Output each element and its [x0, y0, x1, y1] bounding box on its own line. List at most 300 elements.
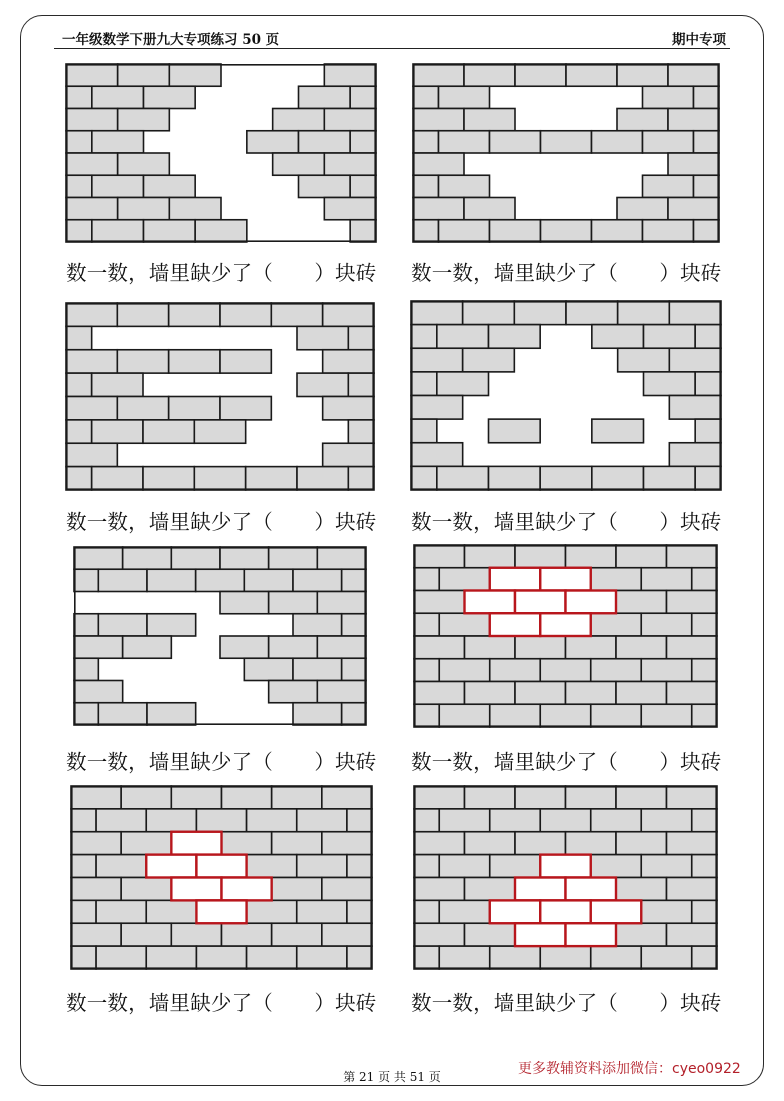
brick — [144, 220, 196, 242]
highlighted-brick — [465, 591, 516, 614]
brick — [414, 545, 465, 568]
brick — [644, 372, 696, 396]
brick — [66, 175, 92, 197]
brick — [692, 613, 717, 636]
brick — [414, 878, 465, 901]
brick — [144, 86, 196, 108]
brick — [591, 946, 642, 969]
brick — [66, 420, 92, 443]
brick — [439, 946, 490, 969]
brick — [669, 301, 721, 325]
brick — [591, 855, 642, 878]
brick — [350, 86, 376, 108]
brick — [297, 467, 348, 490]
brick — [196, 569, 245, 591]
highlighted-brick — [515, 591, 566, 614]
brick — [411, 372, 437, 396]
brick — [117, 303, 168, 326]
brick — [220, 397, 271, 420]
brick — [437, 372, 489, 396]
brick — [121, 832, 171, 855]
brick — [541, 220, 592, 242]
brick — [490, 809, 541, 832]
brick — [220, 350, 271, 373]
brick — [490, 659, 541, 682]
brick — [643, 86, 694, 108]
brick — [644, 325, 696, 349]
brick — [342, 614, 366, 636]
brick — [437, 466, 489, 490]
brick — [413, 175, 439, 197]
highlighted-brick — [171, 878, 221, 901]
brick — [618, 348, 670, 372]
brick — [195, 220, 247, 242]
brick — [616, 923, 667, 946]
brick — [694, 86, 720, 108]
brick — [317, 681, 366, 703]
brick — [566, 682, 617, 705]
brick — [411, 301, 463, 325]
brick — [66, 64, 118, 86]
brick — [692, 659, 717, 682]
brick-wall-6 — [414, 545, 717, 727]
question-4: 数一数，墙里缺少了（ ）块砖 — [411, 510, 722, 534]
brick — [566, 832, 617, 855]
brick — [293, 614, 342, 636]
brick — [617, 64, 668, 86]
brick — [540, 809, 591, 832]
highlighted-brick — [196, 900, 246, 923]
header-rule — [54, 48, 730, 49]
brick — [668, 109, 719, 131]
brick — [348, 467, 374, 490]
brick — [293, 569, 342, 591]
highlighted-brick — [566, 878, 617, 901]
brick — [592, 419, 644, 443]
brick — [667, 923, 718, 946]
brick — [66, 303, 117, 326]
brick — [515, 832, 566, 855]
brick — [692, 704, 717, 727]
brick — [271, 303, 322, 326]
brick — [667, 832, 718, 855]
brick — [323, 303, 374, 326]
brick — [439, 900, 490, 923]
brick — [118, 198, 170, 220]
brick — [299, 86, 351, 108]
brick — [667, 636, 718, 659]
brick — [66, 131, 92, 153]
brick — [244, 569, 293, 591]
brick — [439, 86, 490, 108]
brick — [350, 131, 376, 153]
brick — [74, 658, 98, 680]
brick — [169, 303, 220, 326]
brick — [414, 659, 439, 682]
brick — [347, 809, 372, 832]
brick — [324, 64, 376, 86]
brick — [566, 301, 618, 325]
highlighted-brick — [222, 878, 272, 901]
brick — [413, 220, 439, 242]
brick — [118, 109, 170, 131]
brick — [592, 325, 644, 349]
question-2: 数一数，墙里缺少了（ ）块砖 — [411, 261, 722, 285]
brick — [297, 326, 348, 349]
brick — [342, 658, 366, 680]
brick — [641, 900, 692, 923]
brick — [641, 809, 692, 832]
brick — [439, 659, 490, 682]
brick — [297, 900, 347, 923]
brick — [592, 220, 643, 242]
brick — [74, 547, 123, 569]
brick — [439, 175, 490, 197]
question-6: 数一数，墙里缺少了（ ）块砖 — [411, 750, 722, 774]
brick — [98, 703, 147, 725]
highlighted-brick — [515, 878, 566, 901]
brick — [414, 591, 465, 614]
brick — [324, 153, 376, 175]
highlighted-brick — [540, 568, 591, 591]
brick — [566, 545, 617, 568]
brick — [694, 175, 720, 197]
brick — [541, 131, 592, 153]
brick — [591, 613, 642, 636]
brick — [465, 832, 516, 855]
question-8: 数一数，墙里缺少了（ ）块砖 — [411, 991, 722, 1015]
brick — [196, 946, 246, 969]
brick — [463, 348, 515, 372]
brick — [74, 636, 123, 658]
brick — [121, 878, 171, 901]
brick — [117, 350, 168, 373]
brick-wall-1 — [66, 64, 376, 242]
brick — [324, 198, 376, 220]
highlighted-brick — [196, 855, 246, 878]
brick — [592, 131, 643, 153]
brick — [439, 704, 490, 727]
brick — [96, 855, 146, 878]
brick — [439, 855, 490, 878]
brick — [66, 220, 92, 242]
brick — [297, 373, 348, 396]
brick — [71, 855, 96, 878]
brick — [465, 682, 516, 705]
brick — [667, 682, 718, 705]
brick — [668, 64, 719, 86]
brick — [272, 786, 322, 809]
brick — [96, 900, 146, 923]
highlighted-brick — [515, 923, 566, 946]
brick — [317, 592, 366, 614]
brick — [489, 419, 541, 443]
brick-wall-3 — [66, 303, 374, 490]
brick — [322, 878, 372, 901]
brick — [414, 682, 465, 705]
brick-wall-7 — [71, 786, 372, 969]
brick — [668, 153, 719, 175]
highlighted-brick — [490, 900, 541, 923]
brick — [641, 704, 692, 727]
brick — [144, 175, 196, 197]
brick — [414, 832, 465, 855]
brick — [171, 923, 221, 946]
brick — [643, 175, 694, 197]
brick — [695, 419, 721, 443]
brick — [121, 786, 171, 809]
brick — [641, 946, 692, 969]
brick — [272, 878, 322, 901]
brick — [694, 131, 720, 153]
brick — [71, 809, 96, 832]
brick — [299, 131, 351, 153]
brick — [220, 636, 269, 658]
brick — [143, 467, 194, 490]
brick — [591, 704, 642, 727]
brick — [411, 466, 437, 490]
brick — [669, 396, 721, 420]
brick — [146, 946, 196, 969]
brick — [413, 64, 464, 86]
watermark: 更多教辅资料添加微信：cyeo0922 — [518, 1061, 741, 1077]
brick — [147, 614, 196, 636]
brick — [515, 545, 566, 568]
brick — [616, 878, 667, 901]
brick — [92, 420, 143, 443]
brick — [616, 682, 667, 705]
brick — [317, 547, 366, 569]
brick — [220, 592, 269, 614]
brick — [414, 923, 465, 946]
brick — [616, 786, 667, 809]
question-3: 数一数，墙里缺少了（ ）块砖 — [66, 510, 377, 534]
brick — [247, 900, 297, 923]
brick — [350, 220, 376, 242]
brick — [269, 547, 318, 569]
highlighted-brick — [540, 613, 591, 636]
header-title: 一年级数学下册九大专项练习 50 页 — [62, 32, 280, 48]
brick — [244, 658, 293, 680]
brick — [123, 547, 172, 569]
brick-wall-2 — [413, 64, 719, 242]
brick — [92, 131, 144, 153]
brick — [413, 109, 464, 131]
brick — [464, 198, 515, 220]
brick — [66, 467, 92, 490]
brick — [66, 350, 117, 373]
brick — [566, 786, 617, 809]
brick — [414, 900, 439, 923]
brick — [71, 946, 96, 969]
brick — [414, 613, 439, 636]
highlighted-brick — [490, 568, 541, 591]
brick — [342, 569, 366, 591]
brick — [297, 855, 347, 878]
brick — [92, 467, 143, 490]
brick — [247, 855, 297, 878]
brick — [616, 591, 667, 614]
brick — [617, 109, 668, 131]
brick — [118, 153, 170, 175]
brick — [322, 832, 372, 855]
brick — [669, 348, 721, 372]
brick — [293, 658, 342, 680]
brick — [411, 419, 437, 443]
brick — [269, 681, 318, 703]
highlighted-brick — [540, 900, 591, 923]
brick — [66, 326, 92, 349]
brick — [347, 946, 372, 969]
brick — [695, 372, 721, 396]
brick — [147, 569, 196, 591]
brick — [616, 636, 667, 659]
brick — [269, 636, 318, 658]
brick — [411, 325, 437, 349]
highlighted-brick — [540, 855, 591, 878]
highlighted-brick — [591, 900, 642, 923]
brick — [71, 923, 121, 946]
brick — [465, 786, 516, 809]
brick — [667, 591, 718, 614]
brick — [348, 326, 374, 349]
brick — [411, 396, 463, 420]
highlighted-brick — [171, 832, 221, 855]
brick — [439, 220, 490, 242]
brick — [413, 131, 439, 153]
brick — [413, 86, 439, 108]
brick — [247, 946, 297, 969]
brick — [566, 636, 617, 659]
brick — [566, 64, 617, 86]
brick — [465, 878, 516, 901]
brick — [247, 809, 297, 832]
brick — [348, 420, 374, 443]
brick — [74, 614, 98, 636]
brick — [641, 855, 692, 878]
brick — [269, 592, 318, 614]
brick — [118, 64, 170, 86]
brick — [322, 786, 372, 809]
brick — [692, 809, 717, 832]
brick — [591, 568, 642, 591]
brick — [414, 786, 465, 809]
brick — [121, 923, 171, 946]
brick — [71, 878, 121, 901]
brick — [347, 855, 372, 878]
question-5: 数一数，墙里缺少了（ ）块砖 — [66, 750, 377, 774]
brick — [411, 443, 463, 467]
brick — [169, 397, 220, 420]
brick — [143, 420, 194, 443]
brick — [66, 373, 92, 396]
brick — [465, 636, 516, 659]
brick — [463, 301, 515, 325]
brick — [194, 467, 245, 490]
brick — [591, 659, 642, 682]
brick — [293, 703, 342, 725]
brick — [323, 443, 374, 466]
brick — [540, 466, 592, 490]
brick — [171, 547, 220, 569]
brick — [66, 443, 117, 466]
brick — [617, 198, 668, 220]
brick — [515, 682, 566, 705]
brick — [66, 153, 118, 175]
brick — [692, 900, 717, 923]
brick — [692, 855, 717, 878]
brick — [644, 466, 696, 490]
brick — [489, 466, 541, 490]
brick — [71, 832, 121, 855]
brick — [146, 900, 196, 923]
brick — [220, 547, 269, 569]
brick — [323, 397, 374, 420]
page-number: 第 21 页 共 51 页 — [343, 1070, 441, 1084]
brick — [96, 809, 146, 832]
question-7: 数一数，墙里缺少了（ ）块砖 — [66, 991, 377, 1015]
brick — [667, 786, 718, 809]
brick — [273, 109, 325, 131]
brick — [540, 659, 591, 682]
brick — [74, 703, 98, 725]
brick — [515, 786, 566, 809]
brick — [616, 832, 667, 855]
brick — [147, 703, 196, 725]
brick — [146, 809, 196, 832]
brick — [591, 809, 642, 832]
highlighted-brick — [566, 923, 617, 946]
brick — [317, 636, 366, 658]
brick — [272, 923, 322, 946]
brick — [414, 809, 439, 832]
brick — [439, 131, 490, 153]
brick — [641, 568, 692, 591]
brick — [692, 568, 717, 591]
brick — [414, 704, 439, 727]
brick — [96, 946, 146, 969]
brick — [641, 613, 692, 636]
brick — [413, 153, 464, 175]
highlighted-brick — [490, 613, 541, 636]
brick — [92, 175, 144, 197]
brick — [324, 109, 376, 131]
brick — [322, 923, 372, 946]
brick — [169, 198, 221, 220]
brick — [414, 568, 439, 591]
brick — [66, 86, 92, 108]
brick — [297, 809, 347, 832]
brick — [464, 109, 515, 131]
brick — [643, 131, 694, 153]
brick — [74, 569, 98, 591]
brick — [616, 545, 667, 568]
brick — [196, 809, 246, 832]
brick-wall-4 — [411, 301, 721, 490]
brick — [490, 946, 541, 969]
brick — [465, 545, 516, 568]
brick — [490, 131, 541, 153]
brick — [641, 659, 692, 682]
brick — [66, 109, 118, 131]
brick — [540, 704, 591, 727]
brick — [92, 373, 143, 396]
brick — [71, 900, 96, 923]
brick-wall-5 — [74, 547, 366, 725]
brick — [169, 64, 221, 86]
highlighted-brick — [566, 591, 617, 614]
brick — [592, 466, 644, 490]
